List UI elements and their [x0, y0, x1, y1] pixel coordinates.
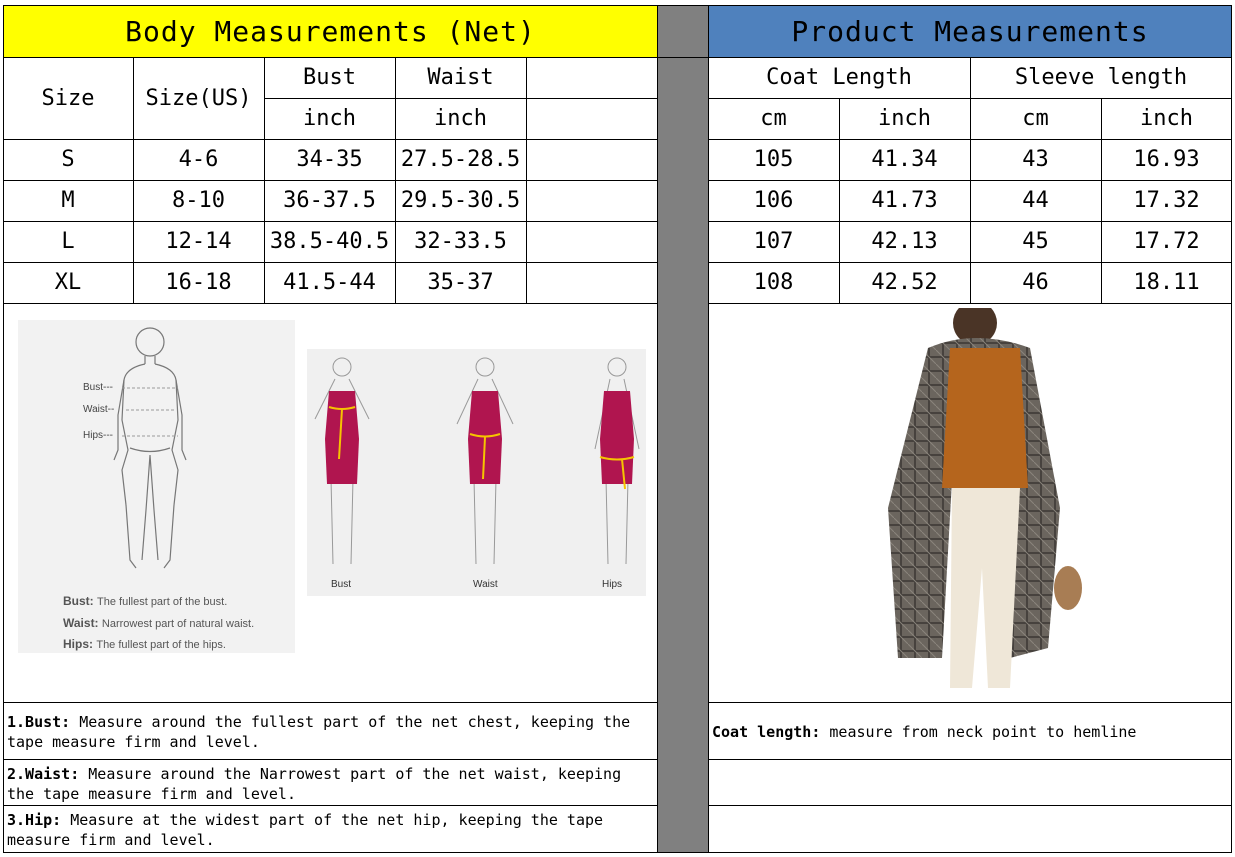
- sleeve-inch-cell: 18.11: [1133, 270, 1200, 295]
- sleeve-cm-cell: 46: [1022, 270, 1049, 295]
- header-coat-cm: cm: [760, 106, 787, 131]
- coat-inch-cell: 41.73: [871, 188, 938, 213]
- bust-cell: 36-37.5: [283, 188, 376, 213]
- header-bust: Bust: [303, 65, 356, 90]
- bust-note-text: Measure around the fullest part of the net chest, keeping the tape measure firm and level.: [7, 713, 631, 751]
- coat-inch-cell: 41.34: [871, 147, 938, 172]
- grid-line: [708, 759, 1232, 760]
- bust-legend-label: Bust:: [63, 594, 94, 608]
- product-measurements-title: Product Measurements: [708, 5, 1232, 57]
- dress-label-bust: Bust: [331, 579, 352, 590]
- grid-line: [3, 805, 658, 806]
- dress-measurement-figure: [307, 349, 646, 596]
- size-cell: XL: [54, 270, 82, 295]
- waist-legend-label: Waist:: [63, 616, 99, 630]
- coat-cm-cell: 108: [753, 270, 794, 295]
- bust-note-label: 1.Bust:: [7, 713, 71, 731]
- bust-marker-label: Bust---: [83, 382, 113, 393]
- coat-length-note: [708, 722, 1231, 742]
- waist-legend-text: Narrowest part of natural waist.: [101, 618, 255, 630]
- coat-cm-cell: 107: [753, 229, 794, 254]
- grid-line: [3, 852, 1232, 853]
- coat-inch-cell: 42.52: [871, 270, 938, 295]
- dress-figures-illustration: [307, 349, 646, 596]
- grid-line: [526, 57, 527, 303]
- header-sleeve-length: Sleeve length: [1014, 65, 1188, 90]
- hip-note: [3, 810, 657, 850]
- size-us-cell: 8-10: [172, 188, 225, 213]
- grid-line: [708, 805, 1232, 806]
- waist-legend: [63, 616, 254, 630]
- bust-cell: 34-35: [296, 147, 363, 172]
- grid-line: [3, 759, 658, 760]
- header-size: Size: [41, 85, 95, 111]
- sleeve-cm-cell: 44: [1022, 188, 1049, 213]
- size-us-cell: 4-6: [178, 147, 219, 172]
- dress-label-waist: Waist: [473, 579, 498, 590]
- waist-cell: 27.5-28.5: [400, 147, 521, 172]
- coat-product-image: [880, 308, 1100, 698]
- sleeve-inch-cell: 17.32: [1133, 188, 1200, 213]
- bust-legend-text: The fullest part of the bust.: [97, 596, 228, 608]
- coat-length-note-text: measure from neck point to hemline: [820, 723, 1137, 741]
- header-sleeve-cm: cm: [1022, 106, 1049, 131]
- grid-line: [3, 303, 658, 304]
- header-waist-unit: inch: [434, 106, 487, 131]
- body-measurement-figure: [18, 320, 295, 653]
- hips-legend-label: Hips:: [63, 637, 93, 651]
- grid-line: [3, 5, 1232, 6]
- waist-note-label: 2.Waist:: [7, 765, 80, 783]
- coat-cm-cell: 105: [753, 147, 794, 172]
- grid-line: [708, 702, 1232, 703]
- size-us-cell: 12-14: [165, 229, 232, 254]
- waist-note: [3, 764, 657, 804]
- coat-cm-cell: 106: [753, 188, 794, 213]
- header-coat-inch: inch: [878, 106, 931, 131]
- hips-legend: [63, 637, 226, 651]
- size-cell: S: [61, 147, 75, 172]
- waist-marker-label: Waist--: [83, 404, 115, 415]
- waist-note-text: Measure around the Narrowest part of the net waist, keeping the tape measure firm and level.: [7, 765, 622, 803]
- dress-label-hips: Hips: [602, 579, 623, 590]
- sleeve-cm-cell: 43: [1022, 147, 1049, 172]
- coat-length-note-label: Coat length:: [712, 723, 821, 741]
- gray-divider-bar: [658, 5, 708, 853]
- sleeve-inch-cell: 16.93: [1133, 147, 1200, 172]
- sleeve-cm-cell: 45: [1022, 229, 1049, 254]
- coat-inch-cell: 42.13: [871, 229, 938, 254]
- bust-cell: 41.5-44: [283, 270, 376, 295]
- size-us-cell: 16-18: [165, 270, 232, 295]
- hip-note-text: Measure at the widest part of the net hip, keeping the tape measure firm and level.: [7, 811, 604, 849]
- grid-line: [657, 5, 658, 853]
- bust-note: [3, 712, 657, 752]
- header-waist: Waist: [427, 65, 494, 90]
- hips-legend-text: The fullest part of the hips.: [96, 639, 226, 651]
- header-size-us: Size(US): [145, 85, 252, 111]
- body-measurements-title: Body Measurements (Net): [3, 5, 658, 57]
- header-coat-length: Coat Length: [766, 65, 912, 90]
- header-bust-unit: inch: [303, 106, 356, 131]
- header-sleeve-inch: inch: [1140, 106, 1193, 131]
- grid-line: [3, 702, 658, 703]
- waist-cell: 32-33.5: [414, 229, 507, 254]
- waist-cell: 35-37: [427, 270, 494, 295]
- hips-marker-label: Hips---: [83, 430, 113, 441]
- size-cell: L: [61, 229, 75, 254]
- hip-note-label: 3.Hip:: [7, 811, 62, 829]
- sleeve-inch-cell: 17.72: [1133, 229, 1200, 254]
- bust-cell: 38.5-40.5: [269, 229, 390, 254]
- bust-legend: [63, 594, 227, 608]
- size-cell: M: [61, 188, 75, 213]
- waist-cell: 29.5-30.5: [400, 188, 521, 213]
- grid-line: [708, 303, 1232, 304]
